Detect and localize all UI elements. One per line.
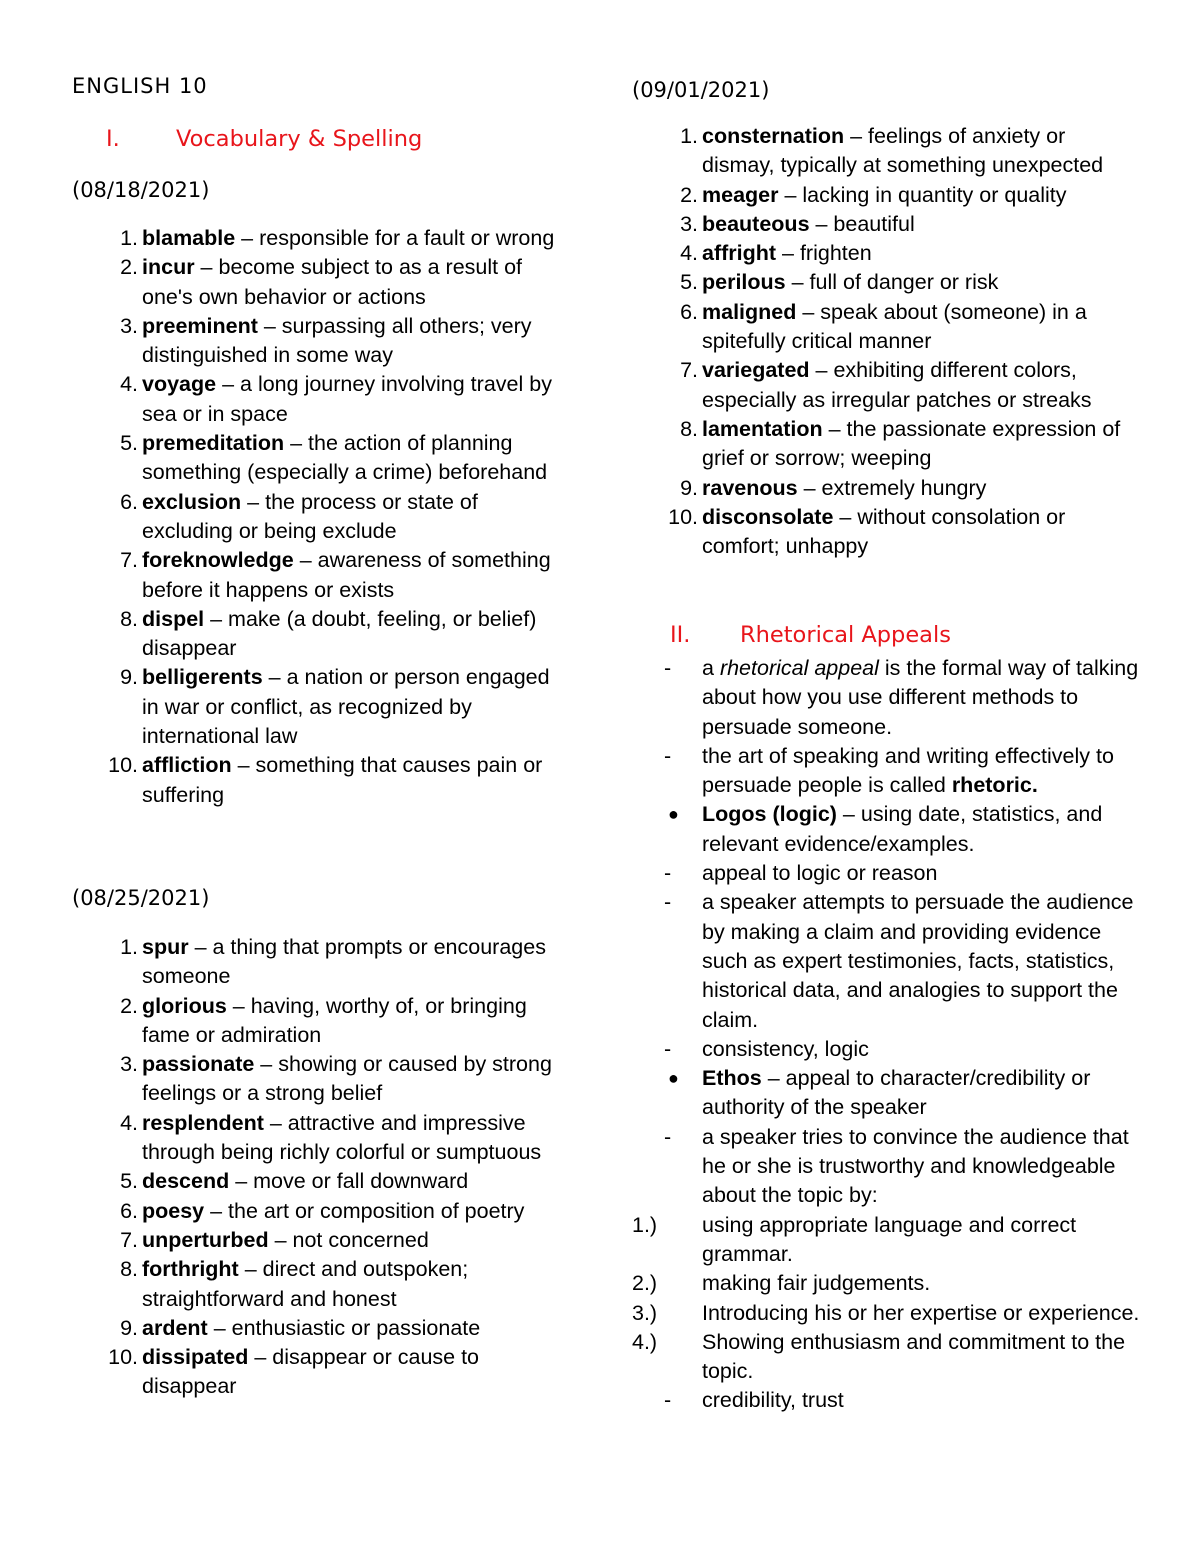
bullet-icon: ● bbox=[668, 804, 679, 825]
list-item: 9. ardent – enthusiastic or passionate bbox=[120, 1315, 481, 1340]
list-item: 7. foreknowledge – awareness of something before it happens or exists bbox=[120, 548, 551, 602]
list-item: 4. affright – frighten bbox=[680, 241, 872, 266]
list-item: 7. variegated – exhibiting different colors, especially as irregular patches or streaks bbox=[680, 358, 1092, 412]
list-item: 9. ravenous – extremely hungry bbox=[680, 475, 987, 500]
list-item: 1.) using appropriate language and correct grammar. bbox=[632, 1212, 1077, 1266]
section-number: II. bbox=[670, 622, 691, 648]
list-item: - a speaker attempts to persuade the audience by making a claim and providing evidence such as expert testimonies, facts, statistics, historical data, and analogies to support the claim. bbox=[664, 890, 1134, 1032]
list-item: 3. passionate – showing or caused by strong feelings or a strong belief bbox=[120, 1052, 552, 1106]
list-item: - a speaker tries to convince the audience that he or she is trustworthy and knowledgeable about the topic by: bbox=[664, 1124, 1129, 1208]
list-item: 6. maligned – speak about (someone) in a spitefully critical manner bbox=[680, 299, 1087, 354]
date-heading-week1: (08/18/2021) bbox=[72, 178, 210, 202]
list-item: 3. preeminent – surpassing all others; very distinguished in some way bbox=[120, 313, 532, 368]
document-title: ENGLISH 10 bbox=[72, 74, 208, 98]
section-number: I. bbox=[106, 126, 120, 152]
vocab-list-week2 bbox=[72, 933, 572, 1402]
list-item: 4.) Showing enthusiasm and commitment to the topic. bbox=[632, 1329, 1126, 1384]
list-item: 3.) Introducing his or her expertise or experience. bbox=[632, 1300, 1140, 1325]
date-heading-week3: (09/01/2021) bbox=[632, 78, 770, 102]
list-item: 8. lamentation – the passionate expression of grief or sorrow; weeping bbox=[680, 416, 1121, 471]
vocab-list-week1 bbox=[72, 224, 572, 810]
list-item: 2. meager – lacking in quantity or quality bbox=[680, 182, 1067, 207]
section-title: Vocabulary & Spelling bbox=[176, 126, 423, 152]
list-item: - appeal to logic or reason bbox=[664, 861, 938, 886]
list-item: - a rhetorical appeal is the formal way of talking about how you use different methods to persuade someone. bbox=[664, 656, 1139, 739]
list-item: 5. premeditation – the action of planning something (especially a crime) beforehand bbox=[120, 431, 548, 485]
list-item: 1. spur – a thing that prompts or encourages someone bbox=[120, 935, 546, 989]
list-item: - credibility, trust bbox=[664, 1388, 844, 1413]
section-heading-rhetorical-appeals bbox=[670, 622, 951, 648]
list-item: 2. glorious – having, worthy of, or bringing fame or admiration bbox=[120, 993, 527, 1047]
section-title: Rhetorical Appeals bbox=[740, 622, 951, 648]
list-item: 1. blamable – responsible for a fault or wrong bbox=[120, 226, 555, 250]
list-item: ● Logos (logic) – using date, statistics, and relevant evidence/examples. bbox=[668, 802, 1103, 856]
list-item: ● Ethos – appeal to character/credibility or authority of the speaker bbox=[668, 1066, 1091, 1120]
list-item: 8. dispel – make (a doubt, feeling, or belief) disappear bbox=[120, 606, 537, 661]
list-item: 8. forthright – direct and outspoken; straightforward and honest bbox=[120, 1257, 469, 1311]
rhetorical-appeals-notes bbox=[632, 654, 1142, 1416]
date-heading-week2: (08/25/2021) bbox=[72, 886, 210, 910]
list-item: - the art of speaking and writing effectively to persuade people is called rhetoric. bbox=[664, 743, 1114, 798]
list-item: 10. affliction – something that causes pain or suffering bbox=[108, 753, 543, 807]
list-item: 9. belligerents – a nation or person engaged in war or conflict, as recognized by international law bbox=[120, 665, 550, 749]
list-item: 4. voyage – a long journey involving travel by sea or in space bbox=[120, 372, 552, 426]
list-item: 10. disconsolate – without consolation or comfort; unhappy bbox=[668, 504, 1066, 559]
list-item: 5. descend – move or fall downward bbox=[120, 1169, 469, 1194]
list-item: 10. dissipated – disappear or cause to disappear bbox=[108, 1345, 480, 1399]
section-heading-vocabulary bbox=[106, 126, 422, 152]
list-item: 5. perilous – full of danger or risk bbox=[680, 270, 999, 295]
list-item: 2.) making fair judgements. bbox=[632, 1271, 931, 1296]
list-item: 6. exclusion – the process or state of excluding or being exclude bbox=[120, 489, 478, 543]
list-item: 2. incur – become subject to as a result of one's own behavior or actions bbox=[120, 255, 523, 309]
list-item: 3. beauteous – beautiful bbox=[680, 211, 915, 236]
list-item: - consistency, logic bbox=[664, 1036, 869, 1061]
list-item: 4. resplendent – attractive and impressive through being richly colorful or sumptuous bbox=[120, 1110, 542, 1165]
bullet-icon: ● bbox=[668, 1068, 679, 1089]
vocab-list-week3 bbox=[632, 122, 1142, 561]
list-item: 1. consternation – feelings of anxiety or dismay, typically at something unexpected bbox=[680, 124, 1104, 178]
list-item: 6. poesy – the art or composition of poetry bbox=[120, 1198, 525, 1223]
list-item: 7. unperturbed – not concerned bbox=[120, 1227, 429, 1252]
